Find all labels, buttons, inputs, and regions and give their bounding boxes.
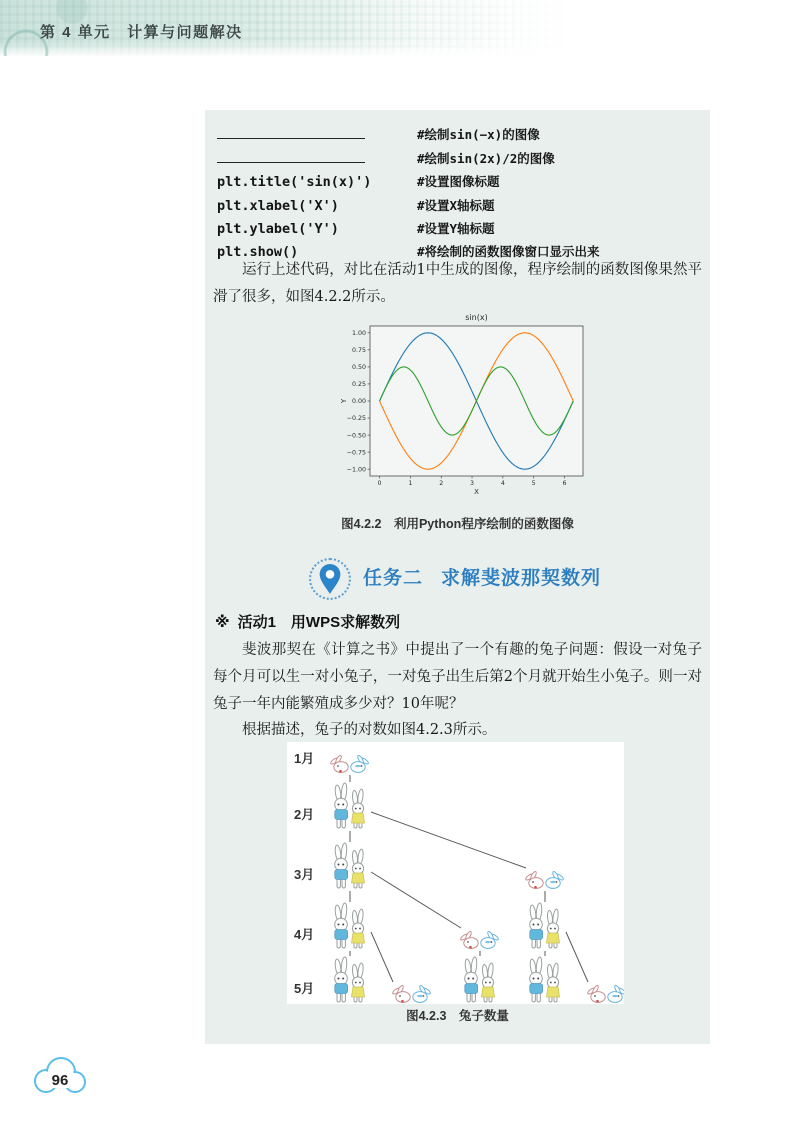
adult-rabbit-pair: [529, 957, 559, 1002]
chart-title: sin(x): [465, 313, 488, 322]
y-tick-label: −0.25: [346, 415, 366, 423]
sine-chart: [337, 311, 593, 504]
generation-link: [371, 932, 393, 982]
code-line-4: [217, 190, 706, 213]
month-label-4: 4月: [294, 927, 315, 942]
baby-rabbit-pair: [330, 755, 369, 773]
code-comment: #设置Y轴标题: [417, 220, 495, 236]
activity-marker: ※: [215, 614, 230, 631]
adult-rabbit-pair: [334, 903, 364, 948]
page-number-cloud: [28, 1050, 92, 1100]
month-label-5: 5月: [294, 981, 315, 996]
task-title: [363, 556, 601, 602]
y-axis-label: Y: [340, 398, 348, 404]
paragraph-see-figure: 根据描述，兔子的对数如图4.2.3所示。: [242, 722, 497, 738]
month-label-2: 2月: [294, 807, 315, 822]
code-text: plt.xlabel('X'): [217, 197, 339, 214]
y-tick-label: 0.50: [351, 364, 366, 372]
y-tick-label: −1.00: [346, 466, 366, 474]
generation-link: [371, 872, 461, 928]
code-comment: #设置X轴标题: [417, 197, 495, 213]
figure-4-2-2-caption: 图4.2.2 利用Python程序绘制的函数图像: [341, 517, 574, 531]
baby-rabbit-pair: [460, 931, 499, 949]
fill-in-blank-line: [217, 125, 365, 139]
month-label-1: 1月: [294, 751, 315, 766]
code-text: plt.show(): [217, 244, 299, 261]
activity-title: 活动1 用WPS求解数列: [237, 614, 401, 631]
task-heading: [205, 556, 710, 608]
generation-link: [371, 812, 526, 868]
unit-title: 第 4 单元 计算与问题解决: [40, 24, 243, 41]
code-text: [217, 125, 417, 143]
y-tick-label: 1.00: [351, 330, 366, 338]
page-number: 96: [51, 1072, 69, 1089]
y-tick-label: 0.25: [351, 381, 366, 389]
code-comment: #设置图像标题: [417, 174, 500, 190]
code-line-5: [217, 214, 706, 237]
x-tick-label: 0: [377, 480, 382, 487]
y-tick-label: 0.00: [351, 398, 366, 406]
figure-4-2-3-caption: 图4.2.3 兔子数量: [406, 1009, 509, 1023]
baby-rabbit-pair: [525, 871, 564, 889]
adult-rabbit-pair: [529, 903, 559, 948]
pin-glyph: [316, 563, 344, 595]
paragraph-rabbit-problem: 斐波那契在《计算之书》中提出了一个有趣的兔子问题：假设一对兔子每个月可以生一对小兔子，一对兔子出生后第2个月就开始生小兔子。则一对兔子一年内能繁殖成多少对？10年呢？: [213, 642, 702, 712]
location-pin-icon: [309, 558, 351, 600]
baby-rabbit-pair: [392, 985, 431, 1003]
content-panel: [205, 110, 710, 1044]
fill-in-blank-line: [217, 149, 365, 163]
month-label-3: 3月: [294, 867, 315, 882]
x-axis-label: X: [474, 488, 479, 496]
paragraph-run-code: 运行上述代码，对比在活动1中生成的图像，程序绘制的函数图像果然平滑了很多，如图4.2.2所示。: [213, 262, 702, 305]
code-line-1: [217, 120, 706, 143]
code-line-3: [217, 167, 706, 190]
code-comment: #绘制sin(−x)的图像: [417, 127, 540, 143]
y-tick-label: −0.50: [346, 432, 366, 440]
adult-rabbit-pair: [334, 957, 364, 1002]
figure-4-2-2: [337, 311, 593, 504]
code-text: plt.title('sin(x)'): [217, 174, 372, 191]
figure-4-2-3: [287, 742, 624, 1004]
generation-link: [566, 932, 588, 982]
activity-heading: [215, 611, 400, 632]
rabbit-pairs: [330, 755, 624, 1003]
code-text: plt.ylabel('Y'): [217, 220, 339, 237]
adult-rabbit-pair: [334, 843, 364, 888]
x-tick-label: 2: [439, 480, 444, 487]
adult-rabbit-pair: [464, 957, 494, 1002]
y-tick-label: −0.75: [346, 449, 366, 457]
page-header-banner: [0, 0, 794, 56]
code-line-2: [217, 143, 706, 166]
y-tick-label: 0.75: [351, 347, 366, 355]
baby-rabbit-pair: [587, 985, 624, 1003]
code-block: [217, 120, 706, 260]
adult-rabbit-pair: [334, 783, 364, 828]
x-tick-label: 5: [531, 480, 536, 487]
task-name: 求解斐波那契数列: [441, 568, 602, 589]
x-tick-label: 3: [470, 480, 475, 487]
cloud-icon: [28, 1050, 92, 1100]
rabbit-diagram: [287, 742, 624, 1004]
month-labels: [294, 751, 314, 996]
code-text: [217, 149, 417, 167]
x-tick-label: 4: [500, 480, 505, 487]
task-label: 任务二: [363, 568, 424, 589]
code-comment: #绘制sin(2x)/2的图像: [417, 150, 555, 166]
x-tick-label: 1: [408, 480, 413, 487]
x-tick-label: 6: [562, 480, 567, 487]
code-comment: #将绘制的函数图像窗口显示出来: [417, 244, 600, 260]
